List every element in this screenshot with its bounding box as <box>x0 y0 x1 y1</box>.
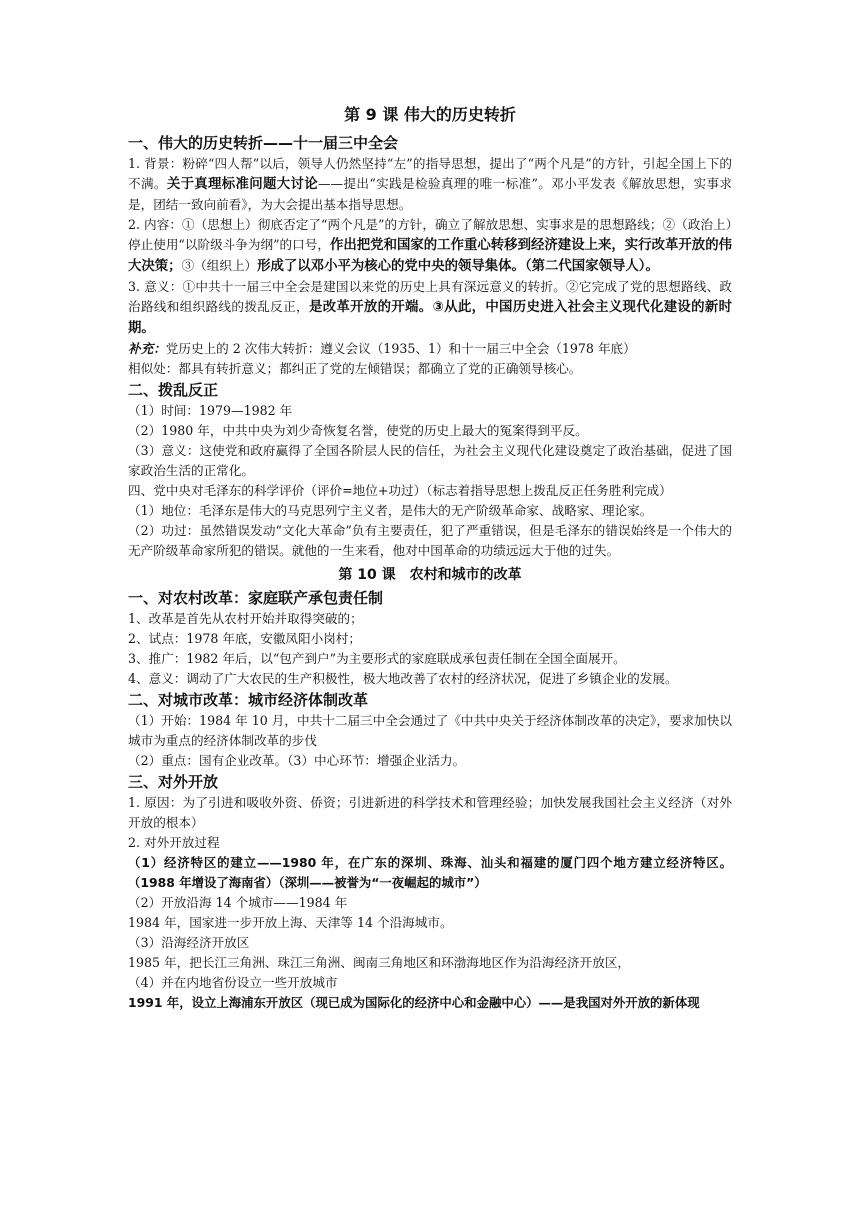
list-item: （4）并在内地省份设立一些开放城市 <box>128 975 338 990</box>
supplement-line <box>128 339 732 359</box>
list-item: （2）重点：国有企业改革。（3）中心环节：增强企业活力。 <box>128 753 466 768</box>
lesson9-title: 第 9 课 伟大的历史转折 <box>344 105 516 124</box>
list-item: 1、改革是首先从农村开始并取得突破的； <box>128 611 363 626</box>
section-heading: 二、对城市改革：城市经济体制改革 <box>128 691 369 709</box>
bold-run: 作出把党和国家的工作重心转移到经济建设上来，实行改革开放的伟大决策； <box>128 238 732 274</box>
text-run: 3. 意义：①中共十一届三中全会是建国以来党的历史上具有深远意义的转折。②它完成了党的思想路线、政治路线和组织路线的拨乱反正， <box>128 279 732 314</box>
list-item: （2）1980 年，中共中央为刘少奇恢复名誉，使党的历史上最大的冤案得到平反。 <box>128 423 588 438</box>
list-item-bold: （1）经济特区的建立——1980 年，在广东的深圳、珠海、汕头和福建的厦门四个地方建立经济特区。（1988 年增设了海南省）（深圳——被誉为“一夜崛起的城市”） <box>128 855 732 890</box>
list-item: 4、意义：调动了广大农民的生产积极性，极大地改善了农村的经济状况，促进了乡镇企业的发展。 <box>128 671 678 686</box>
list-item: 四、党中央对毛泽东的科学评价（评价=地位+功过）（标志着指导思想上拨乱反正任务胜利完成） <box>128 483 672 498</box>
list-item: （2）功过：虽然错误发动“文化大革命”负有主要责任，犯了严重错误，但是毛泽东的错误始终是一个伟大的无产阶级革命家所犯的错误。就他的一生来看，他对中国革命的功绩远远大于他的过失。 <box>128 523 732 558</box>
section-heading: 三、对外开放 <box>128 773 219 791</box>
bold-run: 形成了以邓小平为核心的党中央的领导集体。（第二代国家领导人）。 <box>257 259 659 274</box>
section-heading: 一、对农村改革：家庭联产承包责任制 <box>128 589 384 607</box>
text-run: 2. 内容：①（思想上）彻底否定了“两个凡是”的方针，确立了解放思想、实事求是的思想路线；②（政治上）停止使用“以阶级斗争为纲”的口号， <box>128 217 732 252</box>
document-page <box>128 104 732 1013</box>
text-run: ——提出“实践是检验真理的唯一标准”。邓小平发表《解放思想，实事求是，团结一致向前看》，为大会提出基本指导思想。 <box>128 176 732 212</box>
content-paragraph <box>128 215 732 277</box>
bold-run: 是改革开放的开端。③从此，中国历史进入社会主义现代化建设的新时期。 <box>128 300 732 336</box>
list-item: （2）开放沿海 14 个城市——1984 年 <box>128 895 348 910</box>
meaning-paragraph <box>128 277 732 339</box>
supplement-label: 补充： <box>128 341 166 356</box>
list-item: 2. 对外开放过程 <box>128 835 220 850</box>
list-item: 1984 年，国家进一步开放上海、天津等 14 个沿海城市。 <box>128 915 453 930</box>
list-item: 2、试点：1978 年底，安徽凤阳小岗村； <box>128 631 361 646</box>
section-heading: 二、拨乱反正 <box>128 381 219 399</box>
list-item: （1）地位：毛泽东是伟大的马克思列宁主义者，是伟大的无产阶级革命家、战略家、理论家。 <box>128 503 653 518</box>
similarity-line: 相似处：都具有转折意义；都纠正了党的左倾错误；都确立了党的正确领导核心。 <box>128 361 582 376</box>
lesson10-title: 第 10 课 农村和城市的改革 <box>338 567 522 583</box>
list-item: （1）开始：1984 年 10 月，中共十二届三中全会通过了《中共中央关于经济体制改革的决定》，要求加快以城市为重点的经济体制改革的步伐 <box>128 713 732 748</box>
text-run: ③（组织上） <box>181 258 258 273</box>
list-item: （1）时间：1979—1982 年 <box>128 403 293 418</box>
list-item: （3）沿海经济开放区 <box>128 935 250 950</box>
list-item-bold: 1991 年，设立上海浦东开放区（现已成为国际化的经济中心和金融中心）——是我国对外开放的新体现 <box>128 995 700 1010</box>
list-item: 1. 原因：为了引进和吸收外资、侨资；引进新进的科学技术和管理经验；加快发展我国社会主义经济（对外开放的根本） <box>128 795 732 830</box>
text-run: 1. 背景：粉碎“四人帮”以后，领导人仍然坚持“左”的指导思想，提出了“两个凡是”的方针，引起全国上下的不满。 <box>128 156 732 191</box>
section-heading: 一、伟大的历史转折——十一届三中全会 <box>128 134 399 152</box>
background-paragraph <box>128 154 732 215</box>
bold-run: 关于真理标准问题大讨论 <box>166 177 318 192</box>
text-run: 党历史上的 2 次伟大转折：遵义会议（1935、1）和十一届三中全会（1978 年底） <box>165 341 636 356</box>
list-item: 3、推广：1982 年后，以“包产到户”为主要形式的家庭联成承包责任制在全国全面展开。 <box>128 651 626 666</box>
list-item: 1985 年，把长江三角洲、珠江三角洲、闽南三角地区和环渤海地区作为沿海经济开放区， <box>128 955 631 970</box>
list-item: （3）意义：这使党和政府赢得了全国各阶层人民的信任，为社会主义现代化建设奠定了政治基础，促进了国家政治生活的正常化。 <box>128 443 732 478</box>
